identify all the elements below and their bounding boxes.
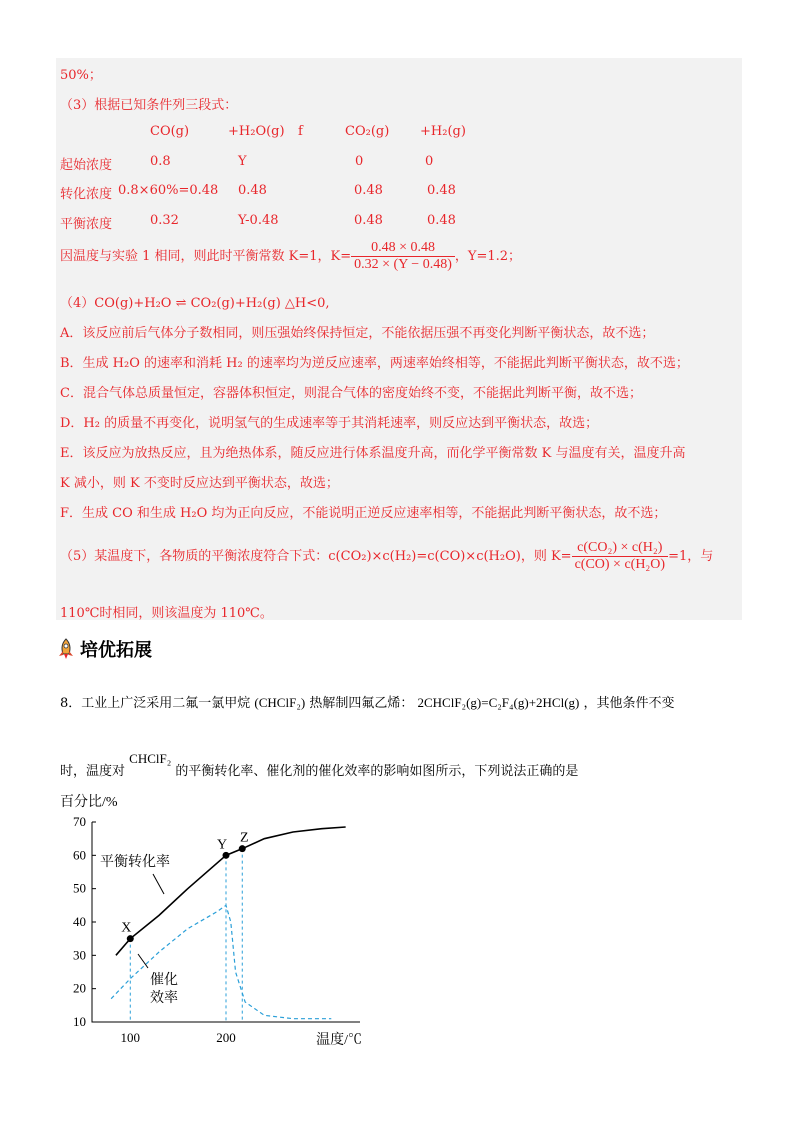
table-cell: 0.48 — [427, 183, 456, 198]
table-cell: 0.8 — [150, 154, 171, 169]
table-row-label: 平衡浓度 — [60, 217, 113, 232]
table-cell: 0 — [355, 154, 364, 169]
series-label-efficiency-2: 效率 — [150, 990, 178, 1006]
series-label-efficiency-1: 催化 — [150, 972, 178, 988]
question-text: ，其他条件不变 — [583, 696, 675, 711]
part5-fraction — [572, 540, 669, 573]
table-cell: Y — [238, 154, 247, 169]
table-header-cell: CO(g) — [150, 124, 190, 139]
series-label-leader — [138, 954, 148, 968]
question-text: 的平衡转化率、催化剂的催化效率的影响如图所示，下列说法正确的是 — [175, 764, 579, 779]
series-label-leader — [153, 874, 164, 894]
option-d: D．H₂ 的质量不再变化，说明氢气的生成速率等于其消耗速率，则反应达到平衡状态，故选； — [60, 416, 599, 431]
part5-text: （5）某温度下，各物质的平衡浓度符合下式：c(CO₂)×c(H₂)=c(CO)×c(H₂O)，则 K= — [60, 549, 572, 564]
part5-line — [60, 540, 713, 573]
y-tick-label: 20 — [73, 980, 86, 996]
part5-numerator: c(CO₂) × c(H₂) — [572, 540, 669, 557]
y-tick-label: 40 — [73, 914, 86, 929]
line-chart — [60, 792, 380, 1052]
table-cell: 0.8×60%=0.48 — [118, 183, 219, 198]
table-header-cell: +H₂(g) — [420, 124, 466, 139]
k-denominator: 0.32 × (Y − 0.48) — [354, 257, 452, 272]
y-axis-label: 百分比/% — [60, 795, 118, 810]
k-text-before: 因温度与实验 1 相同，则此时平衡常数 K=1，K= — [60, 249, 352, 264]
table-header-cell: +H₂O(g) — [228, 124, 285, 139]
chart-labels — [100, 854, 178, 1006]
option-e-cont: K 减小，则 K 不变时反应达到平衡状态，故选； — [60, 476, 339, 491]
point-label: Y — [216, 837, 228, 853]
y-tick-label: 30 — [73, 947, 86, 963]
y-tick-label: 60 — [73, 847, 86, 863]
option-f: F．生成 CO 和生成 H₂O 均为正向反应，不能说明正逆反应速率相等，不能据此判断平衡状态，故不选； — [60, 506, 667, 521]
k-equation-line — [60, 240, 521, 273]
question-formula: (CHClF₂) — [254, 695, 306, 710]
point-marker — [223, 852, 230, 859]
question-text: 热解制四氟乙烯： — [309, 696, 414, 711]
y-tick-label: 70 — [73, 814, 86, 829]
table-header-cell: f — [298, 124, 303, 139]
table-cell: 0.32 — [150, 213, 179, 228]
question-text: 时，温度对 — [60, 764, 126, 779]
y-tick-label: 50 — [73, 880, 86, 896]
part4-title: （4）CO(g)+H₂O ⇌ CO₂(g)+H₂(g) △H<0, — [60, 296, 330, 311]
point-label: X — [121, 920, 132, 936]
k-fraction — [351, 240, 455, 273]
point-marker — [127, 935, 134, 942]
table-cell: 0.48 — [354, 213, 383, 228]
option-e: E．该反应为放热反应，且为绝热体系，随反应进行体系温度升高，而化学平衡常数 K 与温度有关，温度升高 — [60, 446, 686, 461]
guide-lines — [130, 849, 242, 1022]
table-cell: 0.48 — [238, 183, 267, 198]
part5-after: =1，与 — [668, 549, 714, 564]
series-label-conversion: 平衡转化率 — [100, 854, 170, 870]
section-title-text: 培优拓展 — [80, 640, 152, 661]
y-tick-label: 10 — [73, 1014, 86, 1029]
x-tick-label: 200 — [216, 1030, 236, 1045]
question-line-2 — [60, 751, 579, 779]
table-cell: Y-0.48 — [238, 213, 279, 228]
answer-line-prev: 50%； — [60, 68, 102, 83]
part5-denominator: c(CO) × c(H₂O) — [574, 557, 666, 572]
table-cell: 0 — [425, 154, 434, 169]
table-cell: 0.48 — [354, 183, 383, 198]
option-b: B．生成 H₂O 的速率和消耗 H₂ 的速率均为逆反应速率，两速率始终相等，不能据此判断平衡状态，故不选； — [60, 356, 689, 371]
part3-title: （3）根据已知条件列三段式： — [60, 98, 238, 113]
option-a: A．该反应前后气体分子数相同，则压强始终保持恒定，不能依据压强不再变化判断平衡状态，故不选； — [60, 326, 655, 341]
x-axis-label: 温度/℃ — [316, 1033, 362, 1048]
point-label: Z — [239, 830, 249, 846]
table-row-label: 起始浓度 — [60, 158, 113, 173]
series-line — [116, 827, 346, 955]
table-cell: 0.48 — [427, 213, 456, 228]
table-row-label: 转化浓度 — [60, 187, 113, 202]
rocket-icon — [56, 638, 76, 660]
reaction-equation: 2CHClF₂(g)=C₂F₄(g)+2HCl(g) — [417, 695, 580, 710]
point-marker — [239, 845, 246, 852]
section-title — [56, 636, 152, 662]
option-c: C．混合气体总质量恒定，容器体积恒定，则混合气体的密度始终不变，不能据此判断平衡，故不选； — [60, 386, 642, 401]
part5-last: 110℃时相同，则该温度为 110℃。 — [60, 606, 273, 621]
question-text: 8．工业上广泛采用二氟一氯甲烷 — [60, 696, 251, 711]
x-tick-label: 100 — [120, 1030, 141, 1045]
chart-points — [121, 831, 248, 943]
question-line-1 — [60, 692, 675, 711]
k-text-after: ，Y=1.2； — [454, 249, 522, 264]
question-formula: CHClF₂ — [129, 751, 172, 766]
k-numerator: 0.48 × 0.48 — [351, 240, 455, 257]
table-header-cell: CO₂(g) — [345, 124, 390, 139]
